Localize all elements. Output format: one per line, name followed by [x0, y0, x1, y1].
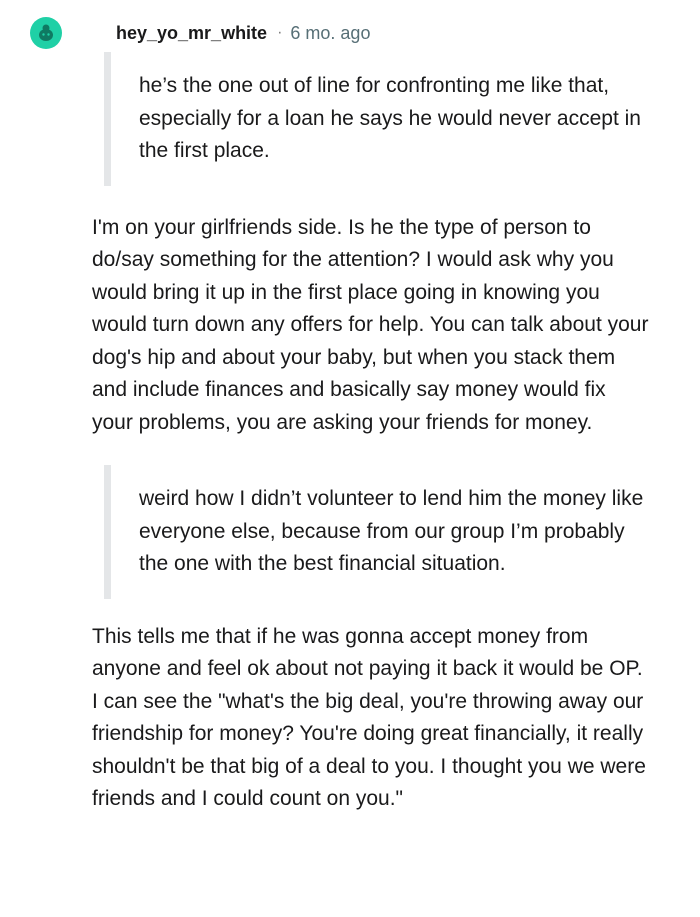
quote-text: weird how I didn’t volunteer to lend him the money like everyone else, because from our group I’m probably the one with the best financial situation. [139, 487, 644, 575]
comment-paragraph: I'm on your girlfriends side. Is he the type of person to do/say something for the attention? I would ask why you would bring it up in the first place going in knowing you would turn down any offers for help. You can talk about your dog's hip and about your baby, but when you stack them and include finances and basically say money would fix your problems, you are asking your friends for money. [92, 215, 649, 434]
comment-body [92, 52, 652, 816]
snoo-avatar-icon [35, 22, 57, 44]
comment-timestamp[interactable]: 6 mo. ago [290, 22, 371, 43]
comment-paragraph: This tells me that if he was gonna accept money from anyone and feel ok about not paying it back it would be OP. I can see the "what's the big deal, you're throwing away our friendship for money? You're doing great financially, it really shouldn't be that big of a deal to you. I thought you we were friends and I could count on you." [92, 624, 646, 810]
comment-header [30, 16, 370, 50]
blockquote [104, 52, 652, 186]
meta-separator: · [277, 24, 283, 41]
comment-author[interactable]: hey_yo_mr_white [116, 22, 268, 43]
blockquote [104, 465, 652, 599]
quote-text: he’s the one out of line for confronting me like that, especially for a loan he says he would never accept in the first place. [139, 74, 641, 162]
user-avatar[interactable] [30, 17, 62, 49]
